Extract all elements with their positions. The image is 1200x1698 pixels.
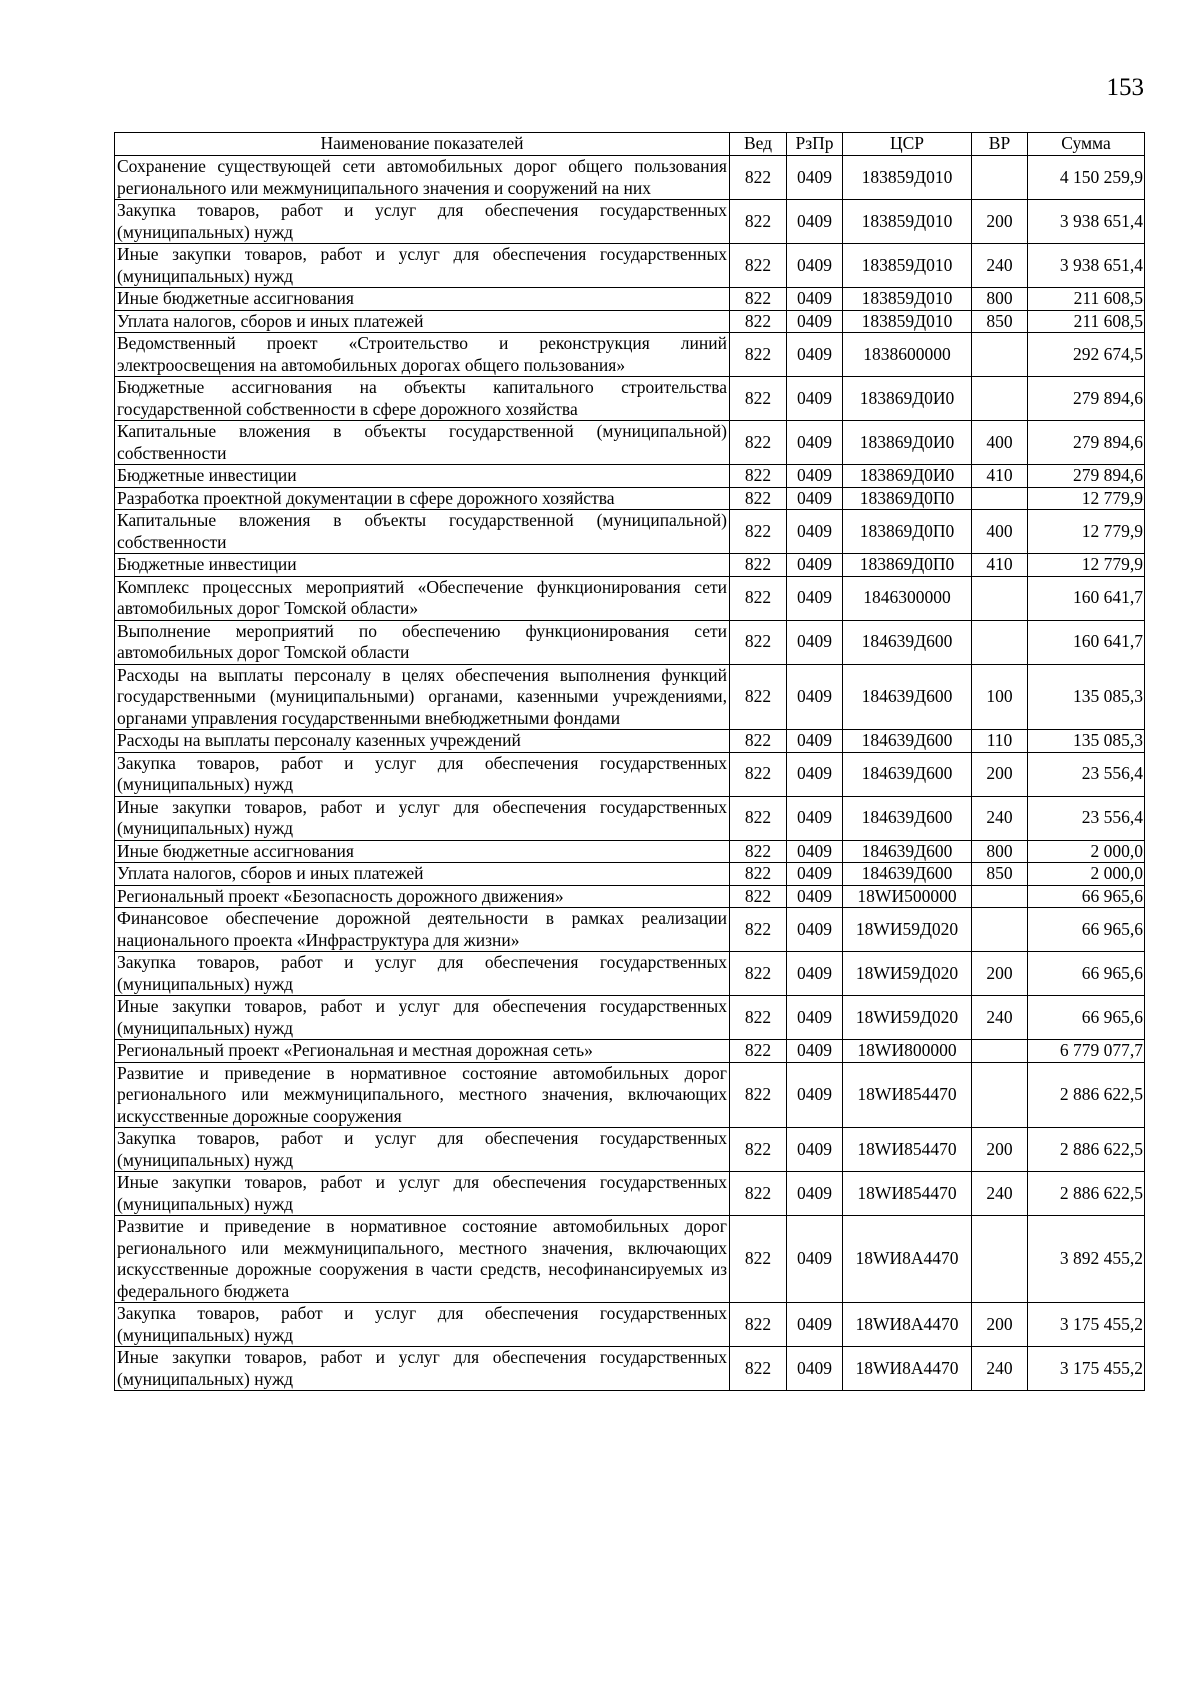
table-row — [115, 576, 1145, 620]
header-vr: ВР — [972, 133, 1028, 156]
table-row — [115, 796, 1145, 840]
cell-sum: 12 779,9 — [1028, 487, 1145, 510]
cell-rzpr: 0409 — [787, 487, 843, 510]
table-row — [115, 664, 1145, 730]
cell-rzpr: 0409 — [787, 863, 843, 886]
cell-vr — [972, 885, 1028, 908]
cell-csr: 1838600000 — [843, 333, 972, 377]
table-row — [115, 333, 1145, 377]
cell-vr — [972, 487, 1028, 510]
cell-rzpr: 0409 — [787, 952, 843, 996]
cell-ved: 822 — [730, 576, 787, 620]
cell-csr: 184639Д600 — [843, 796, 972, 840]
cell-ved: 822 — [730, 487, 787, 510]
cell-sum: 2 000,0 — [1028, 863, 1145, 886]
cell-vr: 200 — [972, 1128, 1028, 1172]
cell-vr: 800 — [972, 840, 1028, 863]
header-rzpr: РзПр — [787, 133, 843, 156]
table-row — [115, 487, 1145, 510]
cell-name: Ведомственный проект «Строительство и реконструкция линий электроосвещения на автомобильных дорогах общего пользования» — [115, 333, 730, 377]
cell-csr: 18WИ854470 — [843, 1172, 972, 1216]
table-row — [115, 996, 1145, 1040]
cell-name: Иные закупки товаров, работ и услуг для обеспечения государственных (муниципальных) нужд — [115, 1172, 730, 1216]
cell-sum: 160 641,7 — [1028, 620, 1145, 664]
cell-name: Развитие и приведение в нормативное состояние автомобильных дорог регионального или межмуниципального, местного значения, включающих искусственные дорожные сооружения в части средств, несофинансируемых из федерального бюджета — [115, 1216, 730, 1303]
cell-ved: 822 — [730, 1128, 787, 1172]
cell-vr: 240 — [972, 1172, 1028, 1216]
cell-csr: 183869Д0П0 — [843, 554, 972, 577]
cell-csr: 18WИ854470 — [843, 1062, 972, 1128]
header-ved: Вед — [730, 133, 787, 156]
cell-csr: 184639Д600 — [843, 730, 972, 753]
cell-ved: 822 — [730, 996, 787, 1040]
cell-ved: 822 — [730, 333, 787, 377]
cell-rzpr: 0409 — [787, 885, 843, 908]
cell-sum: 2 886 622,5 — [1028, 1128, 1145, 1172]
cell-csr: 1846300000 — [843, 576, 972, 620]
table-row — [115, 465, 1145, 488]
cell-sum: 279 894,6 — [1028, 421, 1145, 465]
header-csr: ЦСР — [843, 133, 972, 156]
cell-rzpr: 0409 — [787, 465, 843, 488]
cell-name: Закупка товаров, работ и услуг для обеспечения государственных (муниципальных) нужд — [115, 1303, 730, 1347]
cell-name: Иные бюджетные ассигнования — [115, 840, 730, 863]
cell-csr: 183859Д010 — [843, 244, 972, 288]
cell-csr: 184639Д600 — [843, 664, 972, 730]
table-row — [115, 288, 1145, 311]
cell-ved: 822 — [730, 1172, 787, 1216]
cell-name: Бюджетные ассигнования на объекты капитального строительства государственной собственности в сфере дорожного хозяйства — [115, 377, 730, 421]
cell-rzpr: 0409 — [787, 730, 843, 753]
table-row — [115, 310, 1145, 333]
cell-csr: 183859Д010 — [843, 200, 972, 244]
cell-sum: 2 886 622,5 — [1028, 1062, 1145, 1128]
cell-name: Сохранение существующей сети автомобильных дорог общего пользования регионального или межмуниципального значения и сооружений на них — [115, 156, 730, 200]
cell-name: Иные закупки товаров, работ и услуг для обеспечения государственных (муниципальных) нужд — [115, 996, 730, 1040]
cell-rzpr: 0409 — [787, 996, 843, 1040]
table-row — [115, 1040, 1145, 1063]
cell-sum: 4 150 259,9 — [1028, 156, 1145, 200]
cell-name: Уплата налогов, сборов и иных платежей — [115, 310, 730, 333]
cell-ved: 822 — [730, 730, 787, 753]
cell-csr: 184639Д600 — [843, 620, 972, 664]
cell-ved: 822 — [730, 752, 787, 796]
cell-rzpr: 0409 — [787, 421, 843, 465]
cell-sum: 211 608,5 — [1028, 288, 1145, 311]
cell-name: Региональный проект «Региональная и местная дорожная сеть» — [115, 1040, 730, 1063]
cell-ved: 822 — [730, 1062, 787, 1128]
cell-name: Закупка товаров, работ и услуг для обеспечения государственных (муниципальных) нужд — [115, 752, 730, 796]
cell-csr: 18WИ854470 — [843, 1128, 972, 1172]
cell-vr — [972, 1062, 1028, 1128]
cell-rzpr: 0409 — [787, 752, 843, 796]
cell-rzpr: 0409 — [787, 288, 843, 311]
cell-vr: 410 — [972, 465, 1028, 488]
cell-name: Капитальные вложения в объекты государственной (муниципальной) собственности — [115, 510, 730, 554]
cell-ved: 822 — [730, 1040, 787, 1063]
cell-vr: 410 — [972, 554, 1028, 577]
cell-rzpr: 0409 — [787, 156, 843, 200]
cell-ved: 822 — [730, 1347, 787, 1391]
table-row — [115, 1128, 1145, 1172]
cell-ved: 822 — [730, 510, 787, 554]
cell-sum: 23 556,4 — [1028, 752, 1145, 796]
cell-vr — [972, 156, 1028, 200]
cell-vr: 240 — [972, 1347, 1028, 1391]
table-row — [115, 156, 1145, 200]
cell-csr: 18WИ59Д020 — [843, 908, 972, 952]
cell-rzpr: 0409 — [787, 1040, 843, 1063]
header-name: Наименование показателей — [115, 133, 730, 156]
cell-name: Бюджетные инвестиции — [115, 465, 730, 488]
cell-vr: 800 — [972, 288, 1028, 311]
cell-sum: 12 779,9 — [1028, 554, 1145, 577]
cell-vr: 400 — [972, 421, 1028, 465]
cell-rzpr: 0409 — [787, 1347, 843, 1391]
cell-sum: 23 556,4 — [1028, 796, 1145, 840]
cell-name: Закупка товаров, работ и услуг для обеспечения государственных (муниципальных) нужд — [115, 200, 730, 244]
cell-rzpr: 0409 — [787, 1303, 843, 1347]
cell-ved: 822 — [730, 796, 787, 840]
cell-csr: 18WИ59Д020 — [843, 952, 972, 996]
page-number: 153 — [1106, 74, 1144, 101]
cell-ved: 822 — [730, 885, 787, 908]
cell-ved: 822 — [730, 377, 787, 421]
cell-sum: 135 085,3 — [1028, 664, 1145, 730]
table-body — [115, 156, 1145, 1391]
table-row — [115, 620, 1145, 664]
cell-sum: 12 779,9 — [1028, 510, 1145, 554]
cell-csr: 18WИ800000 — [843, 1040, 972, 1063]
cell-csr: 183859Д010 — [843, 310, 972, 333]
cell-name: Расходы на выплаты персоналу казенных учреждений — [115, 730, 730, 753]
table-row — [115, 730, 1145, 753]
cell-rzpr: 0409 — [787, 620, 843, 664]
cell-name: Закупка товаров, работ и услуг для обеспечения государственных (муниципальных) нужд — [115, 952, 730, 996]
cell-sum: 6 779 077,7 — [1028, 1040, 1145, 1063]
cell-name: Финансовое обеспечение дорожной деятельности в рамках реализации национального проекта «Инфраструктура для жизни» — [115, 908, 730, 952]
cell-ved: 822 — [730, 244, 787, 288]
cell-name: Иные закупки товаров, работ и услуг для обеспечения государственных (муниципальных) нужд — [115, 1347, 730, 1391]
cell-sum: 279 894,6 — [1028, 465, 1145, 488]
cell-csr: 184639Д600 — [843, 840, 972, 863]
cell-vr — [972, 333, 1028, 377]
table-row — [115, 1062, 1145, 1128]
cell-rzpr: 0409 — [787, 576, 843, 620]
cell-ved: 822 — [730, 156, 787, 200]
cell-vr: 110 — [972, 730, 1028, 753]
cell-name: Расходы на выплаты персоналу в целях обеспечения выполнения функций государственными (муниципальными) органами, казенными учреждениями, органами управления государственными внебюджетными фондами — [115, 664, 730, 730]
cell-sum: 3 938 651,4 — [1028, 244, 1145, 288]
table-row — [115, 200, 1145, 244]
cell-vr: 200 — [972, 752, 1028, 796]
cell-sum: 211 608,5 — [1028, 310, 1145, 333]
cell-csr: 18WИ500000 — [843, 885, 972, 908]
cell-ved: 822 — [730, 465, 787, 488]
cell-csr: 183869Д0П0 — [843, 510, 972, 554]
cell-csr: 183859Д010 — [843, 288, 972, 311]
cell-vr: 240 — [972, 244, 1028, 288]
cell-rzpr: 0409 — [787, 333, 843, 377]
cell-csr: 183869Д0И0 — [843, 377, 972, 421]
table-row — [115, 377, 1145, 421]
cell-vr — [972, 377, 1028, 421]
cell-ved: 822 — [730, 840, 787, 863]
table-row — [115, 908, 1145, 952]
cell-ved: 822 — [730, 908, 787, 952]
cell-ved: 822 — [730, 1303, 787, 1347]
table-row — [115, 1216, 1145, 1303]
cell-sum: 2 000,0 — [1028, 840, 1145, 863]
table-row — [115, 952, 1145, 996]
table-row — [115, 1347, 1145, 1391]
cell-vr — [972, 1040, 1028, 1063]
cell-csr: 18WИ59Д020 — [843, 996, 972, 1040]
cell-vr: 850 — [972, 863, 1028, 886]
table-row — [115, 244, 1145, 288]
cell-rzpr: 0409 — [787, 244, 843, 288]
cell-ved: 822 — [730, 620, 787, 664]
cell-vr: 200 — [972, 952, 1028, 996]
cell-sum: 66 965,6 — [1028, 908, 1145, 952]
cell-rzpr: 0409 — [787, 796, 843, 840]
cell-ved: 822 — [730, 310, 787, 333]
cell-ved: 822 — [730, 664, 787, 730]
cell-sum: 66 965,6 — [1028, 996, 1145, 1040]
cell-name: Иные бюджетные ассигнования — [115, 288, 730, 311]
cell-name: Бюджетные инвестиции — [115, 554, 730, 577]
cell-ved: 822 — [730, 288, 787, 311]
cell-vr — [972, 576, 1028, 620]
table-row — [115, 840, 1145, 863]
cell-rzpr: 0409 — [787, 510, 843, 554]
cell-vr: 100 — [972, 664, 1028, 730]
cell-sum: 66 965,6 — [1028, 952, 1145, 996]
cell-rzpr: 0409 — [787, 310, 843, 333]
cell-name: Комплекс процессных мероприятий «Обеспечение функционирования сети автомобильных дорог Томской области» — [115, 576, 730, 620]
cell-name: Региональный проект «Безопасность дорожного движения» — [115, 885, 730, 908]
cell-csr: 184639Д600 — [843, 752, 972, 796]
cell-rzpr: 0409 — [787, 1062, 843, 1128]
cell-vr: 240 — [972, 996, 1028, 1040]
cell-csr: 18WИ8А4470 — [843, 1347, 972, 1391]
table-row — [115, 421, 1145, 465]
table-header-row — [115, 133, 1145, 156]
cell-vr — [972, 908, 1028, 952]
cell-rzpr: 0409 — [787, 554, 843, 577]
cell-name: Уплата налогов, сборов и иных платежей — [115, 863, 730, 886]
cell-csr: 183869Д0И0 — [843, 421, 972, 465]
cell-rzpr: 0409 — [787, 664, 843, 730]
cell-sum: 66 965,6 — [1028, 885, 1145, 908]
cell-rzpr: 0409 — [787, 377, 843, 421]
cell-vr — [972, 620, 1028, 664]
cell-rzpr: 0409 — [787, 1216, 843, 1303]
cell-name: Закупка товаров, работ и услуг для обеспечения государственных (муниципальных) нужд — [115, 1128, 730, 1172]
cell-ved: 822 — [730, 1216, 787, 1303]
cell-name: Иные закупки товаров, работ и услуг для обеспечения государственных (муниципальных) нужд — [115, 796, 730, 840]
cell-name: Развитие и приведение в нормативное состояние автомобильных дорог регионального или межмуниципального, местного значения, включающих искусственные дорожные сооружения — [115, 1062, 730, 1128]
cell-vr: 400 — [972, 510, 1028, 554]
header-sum: Сумма — [1028, 133, 1145, 156]
cell-rzpr: 0409 — [787, 200, 843, 244]
cell-vr: 240 — [972, 796, 1028, 840]
cell-ved: 822 — [730, 952, 787, 996]
cell-name: Разработка проектной документации в сфере дорожного хозяйства — [115, 487, 730, 510]
table-row — [115, 1303, 1145, 1347]
cell-rzpr: 0409 — [787, 840, 843, 863]
cell-ved: 822 — [730, 421, 787, 465]
cell-csr: 183869Д0П0 — [843, 487, 972, 510]
cell-name: Иные закупки товаров, работ и услуг для обеспечения государственных (муниципальных) нужд — [115, 244, 730, 288]
table-row — [115, 863, 1145, 886]
cell-ved: 822 — [730, 863, 787, 886]
cell-ved: 822 — [730, 554, 787, 577]
table-row — [115, 752, 1145, 796]
table-row — [115, 885, 1145, 908]
cell-csr: 18WИ8А4470 — [843, 1216, 972, 1303]
cell-rzpr: 0409 — [787, 1128, 843, 1172]
cell-csr: 183869Д0И0 — [843, 465, 972, 488]
cell-vr — [972, 1216, 1028, 1303]
cell-sum: 3 175 455,2 — [1028, 1347, 1145, 1391]
cell-sum: 3 938 651,4 — [1028, 200, 1145, 244]
cell-name: Капитальные вложения в объекты государственной (муниципальной) собственности — [115, 421, 730, 465]
table-row — [115, 510, 1145, 554]
cell-name: Выполнение мероприятий по обеспечению функционирования сети автомобильных дорог Томской области — [115, 620, 730, 664]
cell-rzpr: 0409 — [787, 908, 843, 952]
table-row — [115, 554, 1145, 577]
cell-vr: 200 — [972, 200, 1028, 244]
cell-vr: 850 — [972, 310, 1028, 333]
cell-sum: 135 085,3 — [1028, 730, 1145, 753]
cell-sum: 160 641,7 — [1028, 576, 1145, 620]
cell-csr: 18WИ8А4470 — [843, 1303, 972, 1347]
cell-ved: 822 — [730, 200, 787, 244]
cell-sum: 3 175 455,2 — [1028, 1303, 1145, 1347]
cell-csr: 183859Д010 — [843, 156, 972, 200]
cell-sum: 279 894,6 — [1028, 377, 1145, 421]
cell-csr: 184639Д600 — [843, 863, 972, 886]
cell-sum: 2 886 622,5 — [1028, 1172, 1145, 1216]
cell-sum: 292 674,5 — [1028, 333, 1145, 377]
cell-sum: 3 892 455,2 — [1028, 1216, 1145, 1303]
cell-rzpr: 0409 — [787, 1172, 843, 1216]
table-row — [115, 1172, 1145, 1216]
budget-table — [114, 132, 1145, 1391]
cell-vr: 200 — [972, 1303, 1028, 1347]
